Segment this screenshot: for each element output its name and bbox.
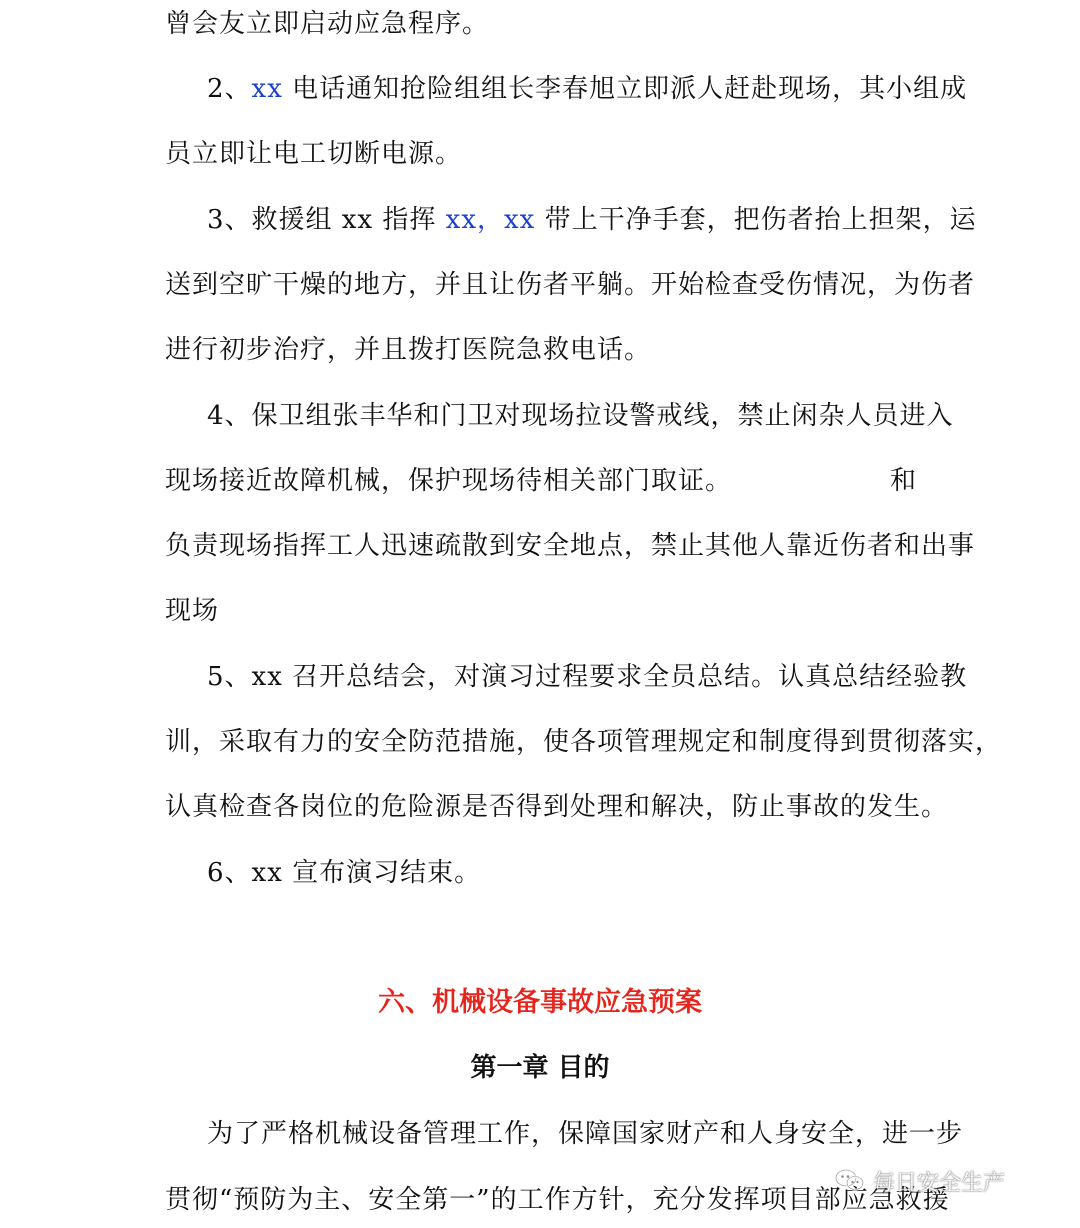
- text-line-content: 负责现场指挥工人迅速疏散到安全地点，禁止其他人靠近伤者和出事: [165, 531, 976, 561]
- text-line: [165, 1180, 950, 1220]
- text-line: [207, 853, 917, 893]
- section-heading: 六、机械设备事故应急预案: [378, 987, 702, 1018]
- text-line: [207, 69, 968, 109]
- text-separator: ，: [477, 205, 505, 235]
- text-line: [165, 526, 976, 566]
- text-line: [165, 330, 917, 370]
- text-segment: 和: [889, 466, 917, 496]
- text-line: [165, 4, 917, 44]
- text-segment: 带上干净手套，把伤者抬上担架，运: [535, 205, 977, 235]
- text-segment: 电话通知抢险组组长李春旭立即派人赶赴现场，其小组成: [282, 74, 968, 104]
- text-line: [165, 722, 1003, 762]
- text-segment: 现场接近故障机械，保护现场待相关部门取证。: [165, 466, 733, 496]
- text-line: [165, 134, 917, 174]
- highlighted-name: xx: [445, 205, 477, 235]
- text-line-content: 送到空旷干燥的地方，并且让伤者平躺。开始检查受伤情况，为伤者: [165, 270, 976, 300]
- text-line-content: 认真检查各岗位的危险源是否得到处理和解决，防止事故的发生。: [165, 792, 949, 822]
- text-line: [207, 396, 954, 436]
- text-segment: 2、: [207, 74, 252, 104]
- chapter-heading: 第一章 目的: [470, 1053, 610, 1083]
- text-line-content: 曾会友立即启动应急程序。: [165, 9, 490, 39]
- highlighted-name: xx: [504, 205, 536, 235]
- text-line: [165, 265, 976, 305]
- text-line-content: 5、xx 召开总结会，对演习过程要求全员总结。认真总结经验教: [207, 662, 968, 692]
- text-line-content: 现场: [165, 596, 220, 626]
- text-line-content: 贯彻“预防为主、安全第一”的工作方针，充分发挥项目部应急救援: [165, 1185, 950, 1215]
- text-line: [207, 1114, 964, 1154]
- highlighted-name: xx: [251, 74, 283, 104]
- text-line-content: 训，采取有力的安全防范措施，使各项管理规定和制度得到贯彻落实，: [165, 727, 1003, 757]
- text-line: [165, 461, 917, 501]
- text-line: [207, 657, 968, 697]
- text-line-content: 进行初步治疗，并且拨打医院急救电话。: [165, 335, 652, 365]
- text-line: [207, 200, 977, 240]
- text-line-content: 员立即让电工切断电源。: [165, 139, 463, 169]
- wechat-icon: [835, 1168, 865, 1194]
- text-segment: 3、救援组 xx 指挥: [207, 205, 446, 235]
- watermark: [835, 1164, 1005, 1198]
- text-line: [165, 591, 917, 631]
- watermark-text: 每日安全生产: [873, 1170, 1006, 1196]
- text-line-content: 4、保卫组张丰华和门卫对现场拉设警戒线，禁止闲杂人员进入: [207, 401, 954, 431]
- text-line-content: 6、xx 宣布演习结束。: [207, 858, 482, 888]
- text-line: [165, 787, 949, 827]
- text-line-content: 为了严格机械设备管理工作，保障国家财产和人身安全，进一步: [207, 1119, 964, 1149]
